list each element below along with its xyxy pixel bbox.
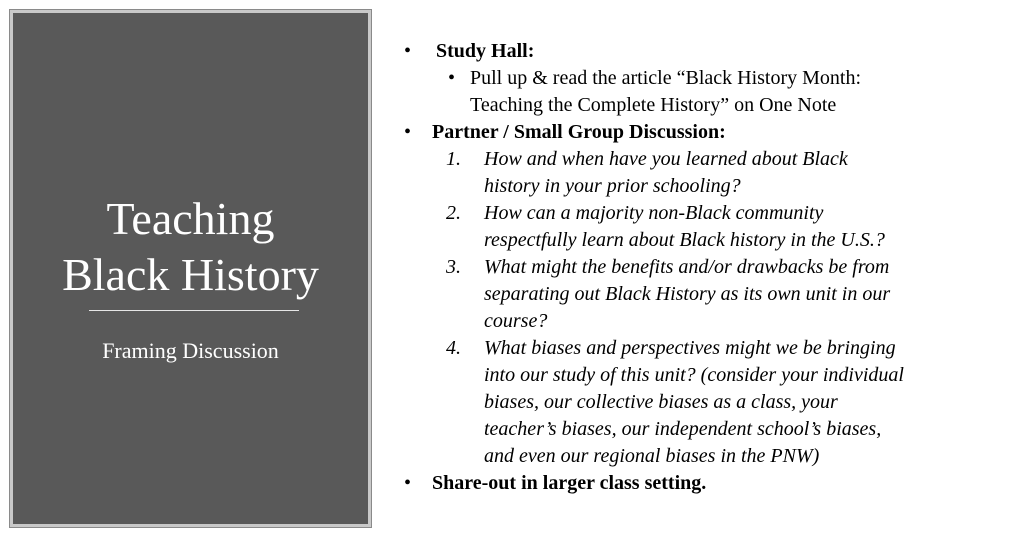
question-line: course? [484, 310, 548, 332]
question-line: respectfully learn about Black history in the U.S.? [484, 229, 885, 251]
question-line: and even our regional biases in the PNW) [484, 445, 820, 467]
question-line: How can a majority non-Black community [484, 202, 824, 224]
question-4 [404, 335, 1004, 470]
question-number: 1. [446, 148, 461, 170]
question-number: 2. [446, 202, 461, 224]
question-line: history in your prior schooling? [484, 175, 741, 197]
bullet-dot-icon: • [448, 67, 456, 89]
study-hall-label: Study Hall: [436, 40, 535, 62]
bullet-study-hall [404, 38, 1004, 65]
study-hall-item-line: Teaching the Complete History” on One Note [470, 94, 837, 116]
question-3 [404, 254, 1004, 335]
question-line: How and when have you learned about Black [484, 148, 848, 170]
question-line: separating out Black History as its own unit in our [484, 283, 891, 305]
title-line-2: Black History [62, 249, 319, 300]
study-hall-item [404, 65, 1004, 119]
discussion-label: Partner / Small Group Discussion: [432, 121, 726, 143]
question-line: teacher’s biases, our independent school’s biases, [484, 418, 882, 440]
slide-title [13, 191, 368, 303]
question-line: What biases and perspectives might we be bringing [484, 337, 896, 359]
study-hall-item-line: Pull up & read the article “Black History Month: [470, 67, 862, 89]
question-number: 4. [446, 337, 461, 359]
bullet-dot-icon: • [404, 121, 412, 143]
bullet-dot-icon: • [404, 40, 412, 62]
question-line: What might the benefits and/or drawbacks be from [484, 256, 890, 278]
slide-content [404, 38, 1004, 497]
slide-subtitle: Framing Discussion [102, 338, 279, 363]
question-2 [404, 200, 1004, 254]
title-card [10, 10, 371, 527]
bullet-discussion [404, 119, 1004, 146]
title-line-1: Teaching [106, 193, 275, 244]
question-1 [404, 146, 1004, 200]
title-divider [89, 310, 299, 311]
question-number: 3. [446, 256, 461, 278]
question-line: into our study of this unit? (consider your individual [484, 364, 904, 386]
bullet-dot-icon: • [404, 472, 412, 494]
share-out-label: Share-out in larger class setting. [432, 472, 707, 494]
question-line: biases, our collective biases as a class, your [484, 391, 838, 413]
bullet-share-out [404, 470, 1004, 497]
